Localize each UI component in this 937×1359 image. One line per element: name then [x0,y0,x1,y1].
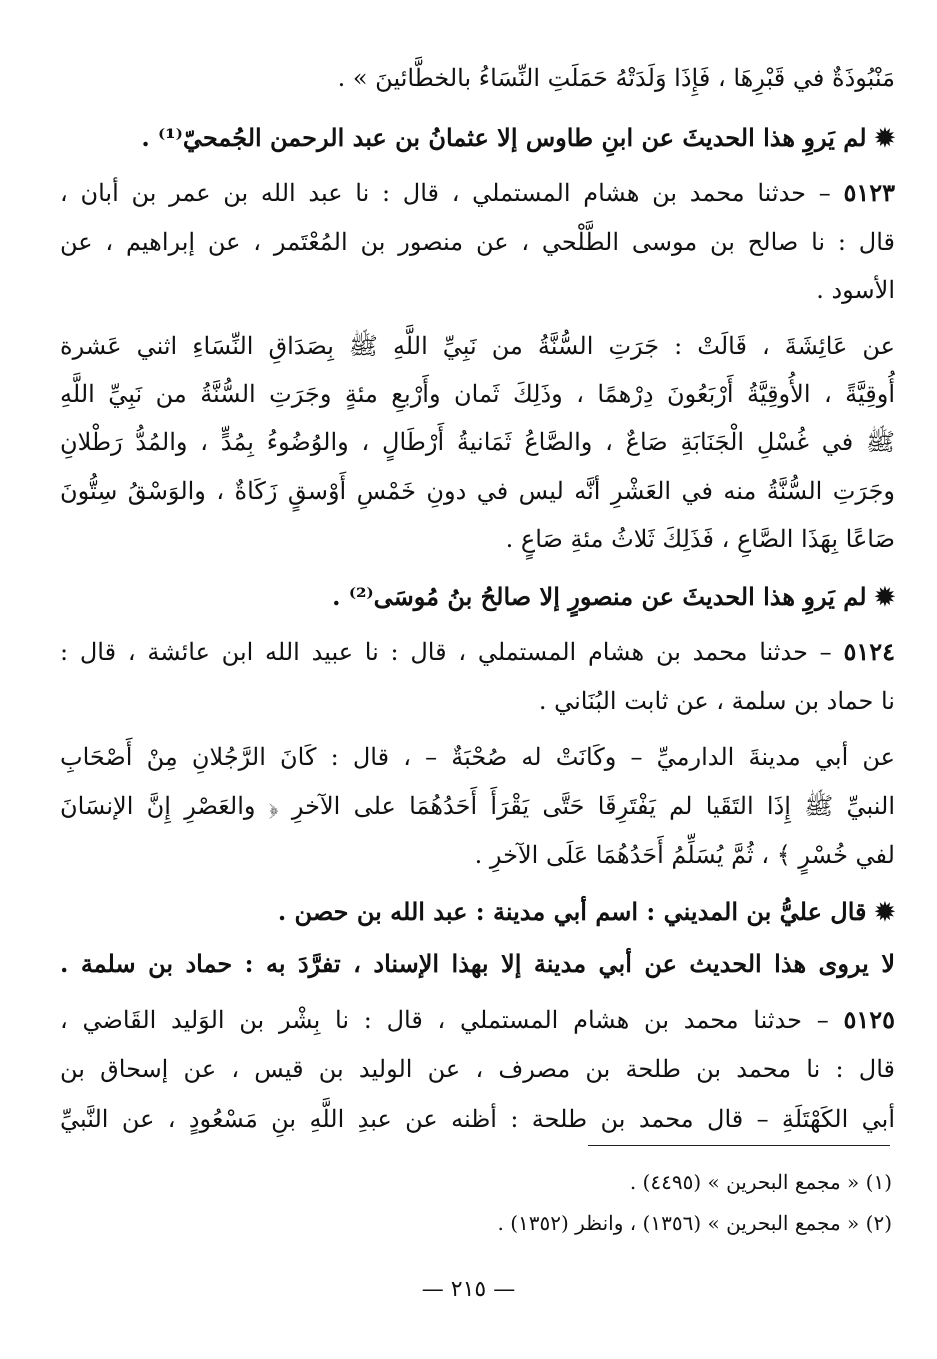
text-line: ﷺ في غُسْلِ الْجَنَابَةِ صَاعٌ ، والصَّاعُ ثَمَانيةُ أَرْطَالٍ ، والوُضُوءُ بِمُدٍّ ، والمُدُّ رَطْلانِ [60,428,895,456]
hadith-number: ٥١٢٣ [843,178,895,207]
hadith-5124-header: ٥١٢٤ – حدثنا محمد بن هشام المستملي ، قال : نا عبيد الله ابن عائشة ، قال : [60,637,895,666]
text-line: مَنْبُوذَةٌ في قَبْرِهَا ، فَإِذَا وَلَدَتْهُ حَمَلَتِ النِّسَاءُ بالخطَّائينَ » . [337,64,895,92]
commentary-line: ✹ لم يَروِ هذا الحديثَ عن ابنِ طاوس إلا عثمانُ بن عبد الرحمن الجُمحيّ⁽¹⁾ . [141,123,895,152]
hadith-number: ٥١٢٤ [843,637,895,666]
text-line: لفي خُسْرٍ ﴾ ، ثُمَّ يُسَلِّمُ أَحَدُهُمَا عَلَى الآخرِ . [474,841,895,869]
footnote-2: (٢) « مجمع البحرين » (١٣٥٦) ، وانظر (١٣٥٢) . [497,1211,892,1235]
text-line: أبي الكَهْتَلَةِ – قال محمد بن طلحة : أظنه عن عبدِ اللَّهِ بنِ مَسْعُودٍ ، عن النَّبيِّ [60,1105,895,1133]
text-line: الأسود . [816,276,895,304]
text-line: عن عَائِشَةَ ، قَالَتْ : جَرَتِ السُّنَّةُ من نَبِيِّ اللَّهِ ﷺ بِصَدَاقِ النِّسَاءِ اثني عَشرة [60,332,895,360]
text-line: النبيِّ ﷺ إِذَا التَقَيا لم يَفْتَرِقَا حَتَّى يَقْرَأَ أَحَدُهُمَا على الآخرِ ﴿ والعَصْرِ إِنَّ الإنسَانَ [60,792,895,820]
text-line: صَاعًا بِهَذَا الصَّاعِ ، فَذَلِكَ ثَلاثُ مئةِ صَاعٍ . [505,525,895,553]
commentary-line: لا يروى هذا الحديث عن أبي مدينة إلا بهذا الإسناد ، تفرَّدَ به : حماد بن سلمة . [60,949,895,978]
text-line: قال : نا محمد بن طلحة بن مصرف ، عن الوليد بن قيس ، عن إسحاق بن [60,1055,895,1083]
footnote-divider [588,1145,890,1146]
text-line: قال : نا صالح بن موسى الطَّلْحي ، عن منصور بن المُعْتَمر ، عن إبراهيم ، عن [60,228,895,256]
commentary-line: ✹ لم يَروِ هذا الحديثَ عن منصورٍ إلا صالحُ بنُ مُوسَى⁽²⁾ . [332,582,895,611]
text-line: أُوقِيَّةً ، الأُوقِيَّةُ أَرْبَعُونَ دِرْهمًا ، وذَلِكَ ثَمان وأَرْبعِ مئةٍ وجَرَتِ السُّنَّةُ من نَبِيِّ اللَّهِ [60,380,895,408]
hadith-5123-header: ٥١٢٣ – حدثنا محمد بن هشام المستملي ، قال : نا عبد الله بن عمر بن أبان ، [60,178,895,207]
page-number: — ٢١٥ — [421,1277,516,1302]
text-line: وجَرَتِ السُّنَّةُ منه في العَشْرِ أنَّه ليس في دونِ خَمْسِ أَوْسقٍ زَكَاةٌ ، والوَسْقُ سِتُّونَ [60,477,895,505]
hadith-5125-header: ٥١٢٥ – حدثنا محمد بن هشام المستملي ، قال : نا بِشْر بن الوَليد القَاضي ، [60,1005,895,1034]
text-line: نا حماد بن سلمة ، عن ثابت البُنَاني . [538,687,895,715]
text-line: عن أبي مدينةَ الدارميِّ – وكَانَتْ له صُحْبَةٌ – ، قال : كَانَ الرَّجُلانِ مِنْ أَصْحَابِ [60,743,895,771]
footnote-1: (١) « مجمع البحرين » (٤٤٩٥) . [629,1170,892,1194]
hadith-number: ٥١٢٥ [843,1005,895,1034]
commentary-line: ✹ قال عليُّ بن المديني : اسم أبي مدينة : عبد الله بن حصن . [277,897,895,926]
